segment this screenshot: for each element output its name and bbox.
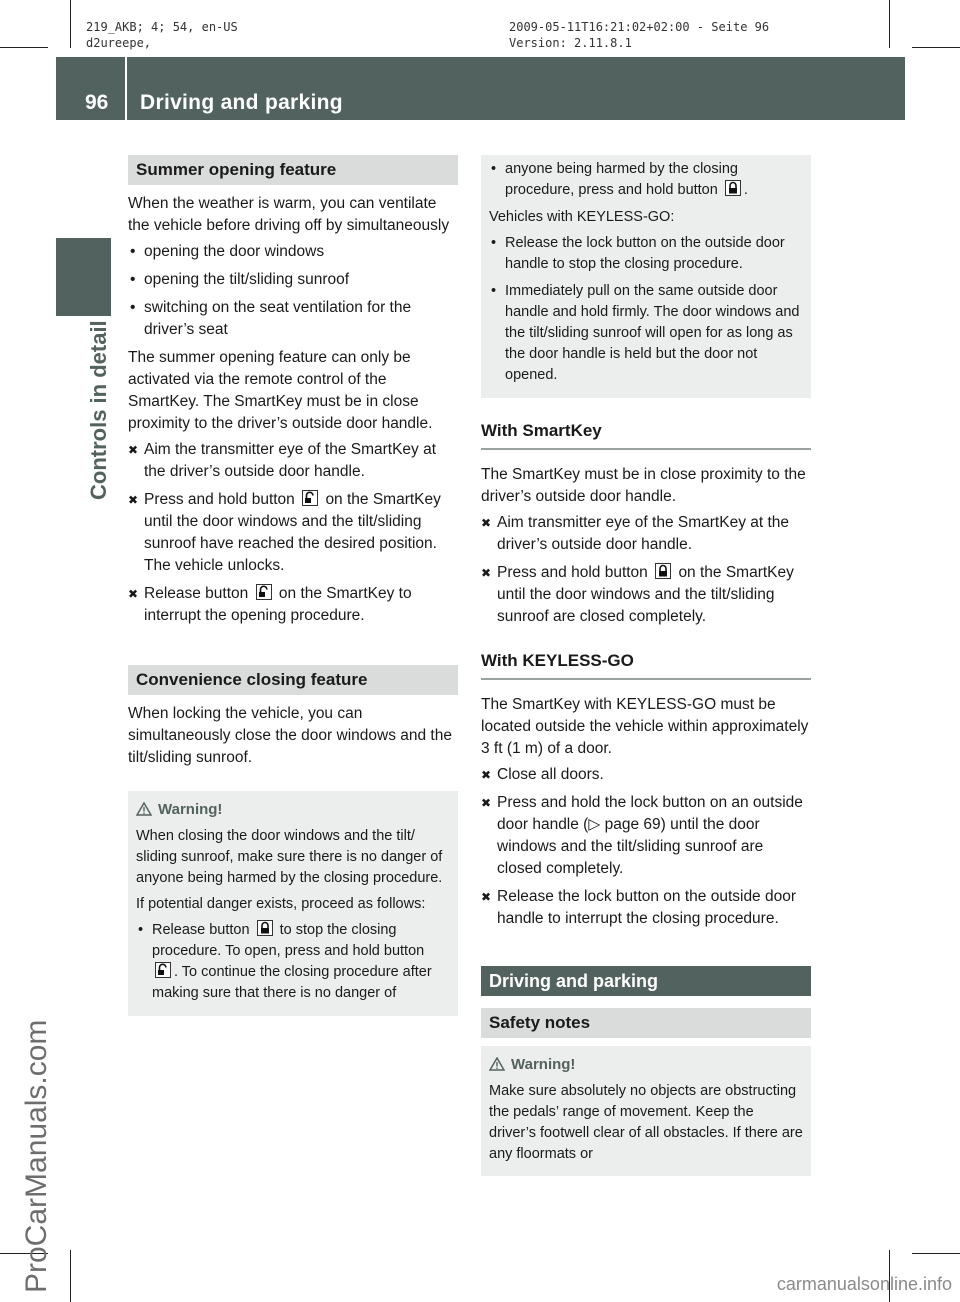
step-text: on the SmartKey to interrupt the opening procedure. — [144, 585, 412, 624]
warning-heading — [489, 1054, 803, 1075]
step-text: Aim the transmitter eye of the SmartKey at the driver’s outside door handle. — [144, 441, 437, 480]
unlock-icon — [256, 584, 272, 600]
crop-mark — [889, 0, 890, 48]
page-number: 96 — [85, 91, 109, 114]
page-reference[interactable]: page 69 — [604, 816, 661, 833]
left-column — [128, 155, 458, 1016]
bullet-text: to stop the closing procedure. To open, press and hold button — [152, 922, 425, 959]
list-item-continued — [489, 159, 803, 201]
step-text: Press and hold button — [144, 491, 295, 508]
spacer — [481, 398, 811, 420]
spacer — [128, 773, 458, 791]
unlock-icon — [155, 962, 171, 978]
header-divider — [125, 57, 127, 120]
step-text: The vehicle unlocks. — [144, 557, 285, 574]
warning-title: Warning! — [158, 801, 223, 818]
watermark-side: ProCarManuals.com — [20, 1019, 53, 1293]
meta-line: 219_AKB; 4; 54, en-US — [86, 20, 238, 34]
lock-icon — [257, 920, 273, 936]
crop-mark — [70, 1250, 71, 1302]
print-meta-left — [86, 19, 238, 51]
list-item — [136, 920, 450, 1004]
step-text: Press and hold button — [497, 564, 648, 581]
bullet-text: . — [743, 182, 748, 198]
unlock-icon — [302, 490, 318, 506]
list-item: • opening the door windows — [128, 241, 458, 263]
list-item: • switching on the seat ventilation for the driver’s seat — [128, 297, 458, 341]
spacer — [128, 633, 458, 665]
lock-icon — [655, 563, 671, 579]
list-item: • opening the tilt/sliding sunroof — [128, 269, 458, 291]
bullet-text: anyone being harmed by the closing procedure, press and hold button — [505, 161, 738, 198]
page-ref-arrow-icon: ▷ — [588, 816, 601, 833]
step-text: Close all doors. — [497, 766, 604, 783]
step-item — [481, 764, 811, 786]
list-item: • Immediately pull on the same outside door handle and hold firmly. The door windows and the tilt/sliding sunroof will open for as long as the door handle is held but the door not opened. — [489, 281, 803, 386]
section-heading-safety-notes: Safety notes — [481, 1008, 811, 1038]
step-text: ) until the door windows and the tilt/sliding sunroof are closed completely. — [497, 816, 764, 877]
section-heading-smartkey: With SmartKey — [481, 420, 811, 450]
warning-heading — [136, 799, 450, 820]
side-section-label: Controls in detail — [86, 320, 111, 500]
bullet-text: Release button — [152, 922, 250, 938]
step-item — [481, 562, 811, 628]
print-meta-right — [509, 19, 769, 51]
meta-line: 2009-05-11T16:21:02+02:00 - Seite 96 — [509, 20, 770, 34]
step-text: Release the lock button on the outside door handle to interrupt the closing procedure. — [497, 888, 797, 927]
crop-mark — [0, 47, 48, 48]
warning-box-continued — [481, 155, 811, 398]
warning-text: If potential danger exists, proceed as follows: — [136, 896, 426, 912]
warning-title: Warning! — [511, 1056, 576, 1073]
spacer — [481, 936, 811, 966]
step-item — [481, 512, 811, 556]
warning-triangle-icon — [489, 1057, 505, 1071]
right-column — [481, 155, 811, 1176]
page-title: Driving and parking — [140, 91, 343, 114]
watermark-bottom: carmanualsonline.info — [776, 1274, 952, 1294]
warning-box — [481, 1046, 811, 1176]
step-text: Press and hold the lock button on an outside door handle ( — [497, 794, 803, 833]
lock-icon — [725, 180, 741, 196]
section-heading-keyless-go: With KEYLESS-GO — [481, 650, 811, 680]
smartkey-paragraph: The SmartKey must be in close proximity to the driver’s outside door handle. — [481, 466, 806, 505]
summer-intro: When the weather is warm, you can ventilate the vehicle before driving off by simultaneously — [128, 195, 450, 234]
page-header — [56, 57, 905, 120]
keyless-label: Vehicles with KEYLESS-GO: — [489, 209, 675, 225]
side-tab — [56, 238, 111, 316]
step-item — [128, 489, 458, 577]
list-item: • Release the lock button on the outside door handle to stop the closing procedure. — [489, 233, 803, 275]
step-item — [481, 792, 811, 880]
keyless-go-paragraph: The SmartKey with KEYLESS-GO must be located outside the vehicle within approximately 3 ft (1 m) of a door. — [481, 696, 809, 757]
step-item — [128, 583, 458, 627]
warning-text: Make sure absolutely no objects are obstructing the pedals’ range of movement. Keep the driver’s footwell clear of all obstacles. If there are any floormats or — [489, 1083, 803, 1162]
meta-line: d2ureepe, — [86, 36, 152, 50]
step-item — [481, 886, 811, 930]
step-text: Aim transmitter eye of the SmartKey at the driver’s outside door handle. — [497, 514, 790, 553]
summer-paragraph: The summer opening feature can only be activated via the remote control of the SmartKey. The SmartKey must be in close proximity to the driver’s outside door handle. — [128, 349, 433, 432]
section-heading-convenience: Convenience closing feature — [128, 665, 458, 695]
bullet-text: . To continue the closing procedure after making sure that there is no danger of — [152, 964, 432, 1001]
warning-box — [128, 791, 458, 1016]
section-heading-summer: Summer opening feature — [128, 155, 458, 185]
crop-mark — [912, 47, 960, 48]
crop-mark — [70, 0, 71, 48]
step-item — [128, 439, 458, 483]
spacer — [481, 634, 811, 650]
step-text: on the SmartKey until the door windows and the tilt/sliding sunroof are closed completely. — [497, 564, 794, 625]
crop-mark — [912, 1253, 960, 1254]
meta-line: Version: 2.11.8.1 — [509, 36, 632, 50]
step-text: on the SmartKey until the door windows and the tilt/sliding sunroof have reached the desired position. — [144, 491, 441, 552]
section-heading-driving-parking: Driving and parking — [481, 966, 811, 996]
warning-triangle-icon — [136, 802, 152, 816]
warning-text: When closing the door windows and the tilt/ sliding sunroof, make sure there is no danger of anyone being harmed by the closing procedure. — [136, 828, 443, 886]
convenience-paragraph: When locking the vehicle, you can simultaneously close the door windows and the tilt/sliding sunroof. — [128, 705, 452, 766]
step-text: Release button — [144, 585, 249, 602]
